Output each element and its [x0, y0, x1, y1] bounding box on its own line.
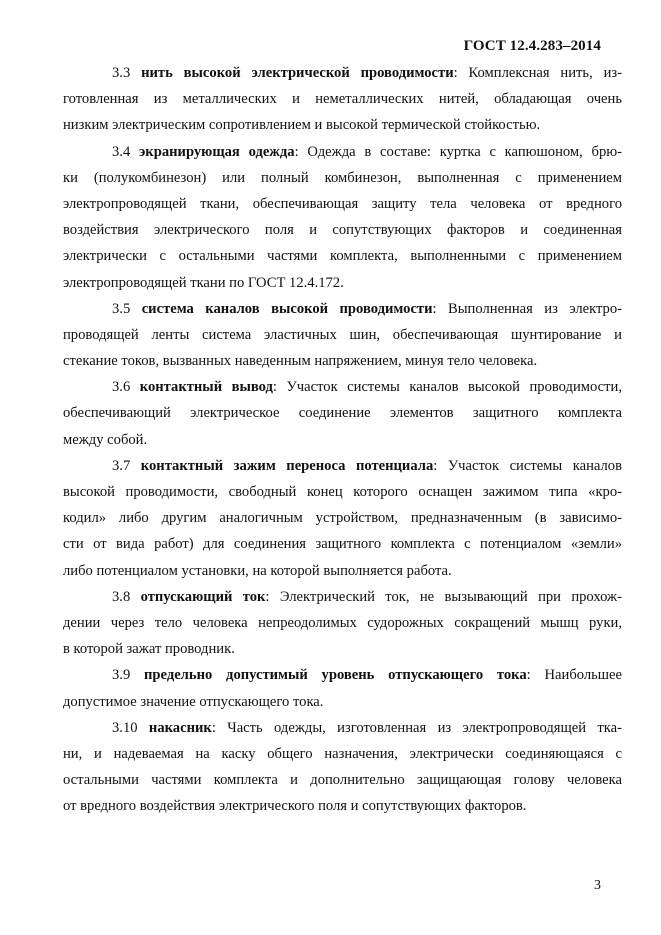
paragraph-line: ки (полукомбинезон) или полный комбинезон, выполненная с применением — [63, 169, 622, 186]
defined-term: отпускающий ток — [140, 588, 266, 605]
paragraph-line: в которой зажат проводник. — [63, 641, 235, 658]
paragraph-first-line — [63, 662, 622, 688]
defined-term: экранирующая одежда — [139, 143, 295, 160]
clause-number: 3.8 — [112, 588, 131, 605]
paragraph-line: либо потенциалом установки, на которой выполняется работа. — [63, 562, 452, 579]
definition-text: : Одежда в составе: куртка с капюшоном, брю- — [294, 143, 622, 160]
paragraph-line: допустимое значение отпускающего тока. — [63, 693, 324, 710]
definition-text: : Участок системы каналов — [433, 457, 622, 474]
paragraph-first-line — [63, 374, 622, 400]
paragraph-line: остальными частями комплекта и дополнительно защищающая голову человека — [63, 772, 622, 789]
definition-paragraph — [63, 60, 622, 139]
defined-term: накасник — [148, 719, 212, 736]
paragraph-line: обеспечивающий электрическое соединение элементов защитного комплекта — [63, 405, 622, 422]
paragraph-line: от вредного воздействия электрического поля и сопутствующих факторов. — [63, 798, 527, 815]
paragraph-first-line — [63, 715, 622, 741]
clause-number: 3.4 — [112, 143, 131, 160]
clause-number: 3.5 — [112, 300, 131, 317]
definition-text: : Электрический ток, не вызывающий при прохож- — [265, 588, 622, 605]
paragraph-line: кодил» либо другим аналогичным устройством, предназначенным (в зависимо- — [63, 510, 622, 527]
paragraph-line: электропроводящей ткани по ГОСТ 12.4.172. — [63, 274, 344, 291]
definition-paragraph — [63, 662, 622, 714]
document-body — [63, 60, 622, 819]
definition-paragraph — [63, 584, 622, 663]
paragraph-line: электрически с остальными частями комплекта, выполненными с применением — [63, 248, 622, 265]
paragraph-first-line — [63, 139, 622, 165]
paragraph-first-line — [63, 453, 622, 479]
paragraph-line: ни, и надеваемая на каску общего назначения, электрически соединяющаяся с — [63, 745, 622, 762]
paragraph-line: готовленная из металлических и неметаллических нитей, обладающая очень — [63, 91, 622, 108]
paragraph-line: воздействия электрического поля и сопутствующих факторов и соединенная — [63, 222, 622, 239]
paragraph-line: сти от вида работ) для соединения защитного комплекта с потенциалом «земли» — [63, 536, 622, 553]
paragraph-line: электропроводящей ткани, обеспечивающая защиту тела человека от вредного — [63, 195, 622, 212]
definition-text: : Часть одежды, изготовленная из электропроводящей тка- — [211, 719, 622, 736]
paragraph-line: между собой. — [63, 431, 148, 448]
paragraph-line: высокой проводимости, свободный конец которого оснащен зажимом типа «кро- — [63, 484, 622, 500]
standard-header: ГОСТ 12.4.283–2014 — [463, 38, 601, 54]
definition-text: : Комплексная нить, из- — [453, 65, 622, 81]
paragraph-first-line — [63, 296, 622, 322]
paragraph-line: дении через тело человека непреодолимых судорожных сокращений мышц руки, — [63, 614, 622, 631]
clause-number: 3.10 — [112, 719, 138, 736]
page-number: 3 — [594, 878, 601, 893]
paragraph-line: проводящей ленты система эластичных шин, обеспечивающая шунтирование и — [63, 326, 622, 343]
clause-number: 3.7 — [112, 457, 131, 474]
definition-paragraph — [63, 296, 622, 375]
definition-paragraph — [63, 139, 622, 296]
clause-number: 3.9 — [112, 667, 131, 684]
defined-term: нить высокой электрической проводимости — [141, 65, 454, 81]
paragraph-first-line — [63, 584, 622, 610]
clause-number: 3.6 — [112, 379, 131, 396]
definition-paragraph — [63, 453, 622, 584]
definition-paragraph — [63, 374, 622, 453]
paragraph-first-line — [63, 60, 622, 86]
defined-term: контактный зажим переноса потенциала — [140, 457, 434, 474]
definition-text: : Выполненная из электро- — [432, 300, 623, 317]
defined-term: контактный вывод — [139, 379, 273, 396]
definition-text: : Наибольшее — [526, 667, 622, 684]
definition-text: : Участок системы каналов высокой проводимости, — [272, 379, 622, 396]
defined-term: система каналов высокой проводимости — [141, 300, 433, 317]
paragraph-line: низким электрическим сопротивлением и высокой термической стойкостью. — [63, 117, 541, 134]
defined-term: предельно допустимый уровень отпускающего тока — [144, 667, 527, 684]
paragraph-line: стекание токов, вызванных наведенным напряжением, минуя тело человека. — [63, 353, 538, 370]
clause-number: 3.3 — [112, 65, 131, 81]
definition-paragraph — [63, 715, 622, 820]
